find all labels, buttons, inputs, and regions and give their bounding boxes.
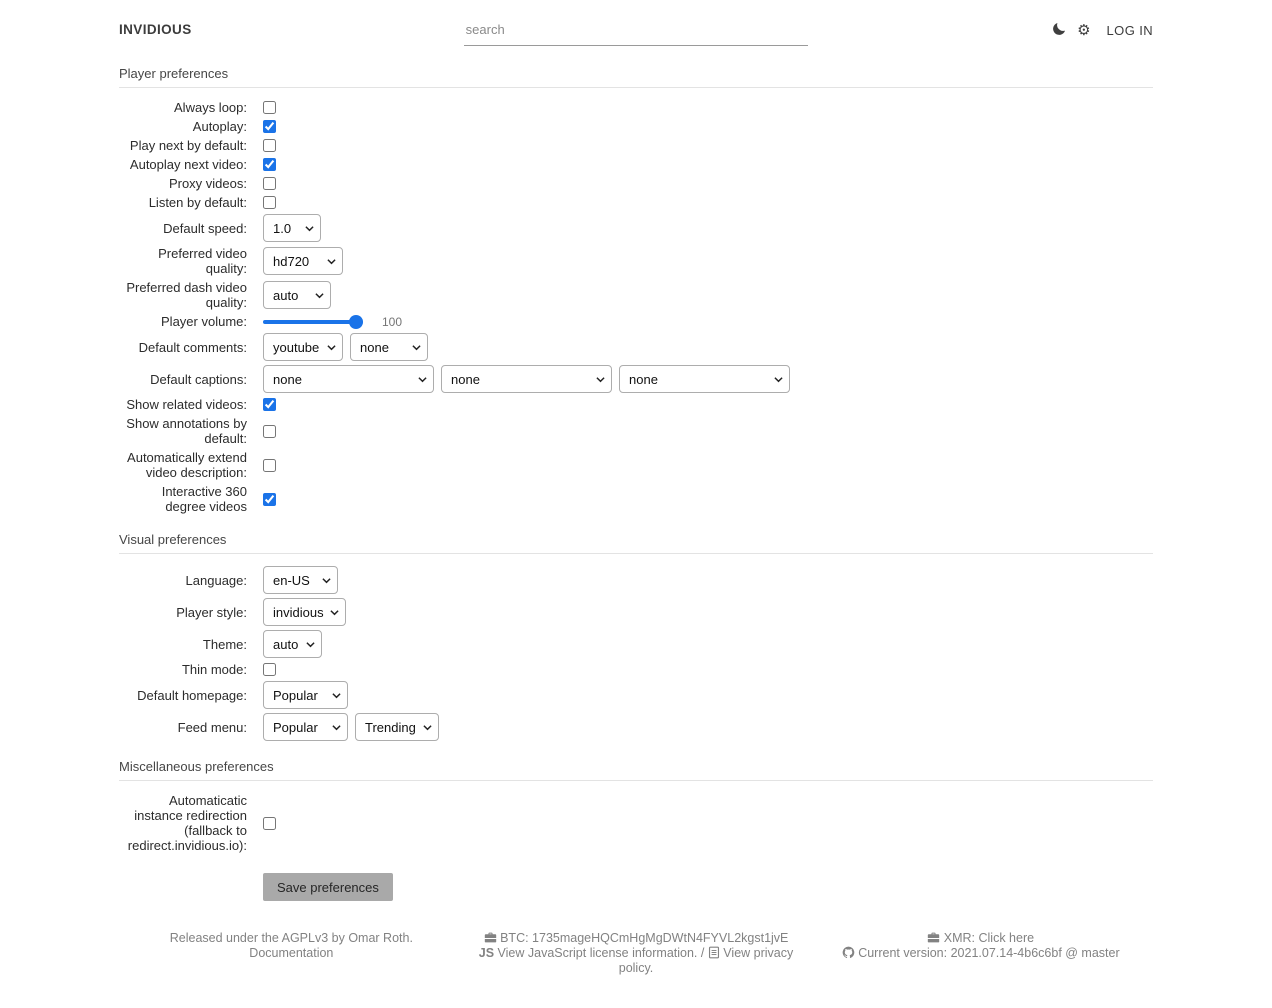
pref-row-autoplay [119, 119, 1153, 134]
field-label: Feed menu: [177, 719, 247, 735]
top-navbar [119, 0, 1153, 46]
theme-select[interactable] [263, 630, 322, 658]
player-volume-slider[interactable] [263, 320, 363, 324]
field-label: Show related videos: [126, 397, 247, 412]
dark-mode-toggle[interactable] [1052, 21, 1067, 39]
github-icon [842, 946, 855, 959]
field-label: Preferred dash video quality: [126, 280, 247, 310]
default-speed-select[interactable] [263, 214, 321, 242]
search-form [464, 18, 809, 46]
comments-source-1-select[interactable] [263, 333, 343, 361]
footer-middle-column [464, 931, 809, 976]
comments-source-2-select[interactable] [350, 333, 428, 361]
autoplay-next-video-checkbox[interactable] [263, 158, 276, 171]
pref-row-play-next [119, 138, 1153, 153]
field-label: Show annotations by default: [126, 416, 247, 446]
captions-1-select[interactable] [263, 365, 434, 393]
pref-row-default-homepage [119, 681, 1153, 709]
field-label: Default speed: [163, 220, 247, 236]
field-label: Autoplay: [192, 119, 247, 134]
footer-right-column [808, 931, 1153, 976]
dash-quality-select[interactable] [263, 281, 331, 309]
field-label: Language: [185, 572, 247, 588]
btc-address-text: BTC: 1735mageHQCmHgMgDWtN4FYVL2kgst1jvE [500, 931, 789, 945]
user-column [808, 18, 1153, 39]
wallet-icon [927, 931, 940, 944]
javascript-license-link[interactable]: View JavaScript license information. / [494, 946, 708, 960]
search-column [464, 18, 809, 46]
pref-row-player-volume [119, 314, 1153, 329]
license-text: Released under the AGPLv3 by Omar Roth. [169, 931, 413, 945]
feed-menu-1-select[interactable] [263, 713, 348, 741]
field-label: Proxy videos: [168, 176, 247, 191]
pref-row-extend-description [119, 450, 1153, 480]
gear-icon: ⚙ [1077, 20, 1091, 39]
pref-row-annotations [119, 416, 1153, 446]
listen-by-default-checkbox[interactable] [263, 196, 276, 209]
field-label: Default captions: [150, 371, 247, 387]
video-quality-select[interactable] [263, 247, 343, 275]
pref-row-vr360 [119, 484, 1153, 514]
field-label: Player style: [176, 604, 247, 620]
search-input[interactable] [464, 18, 809, 46]
field-label: Thin mode: [181, 662, 247, 677]
footer-left-column [119, 931, 464, 976]
pref-row-listen-default [119, 195, 1153, 210]
pref-row-theme [119, 630, 1153, 658]
preferences-link[interactable] [1077, 20, 1091, 39]
pref-row-video-quality [119, 246, 1153, 276]
pref-row-always-loop [119, 100, 1153, 115]
version-link[interactable]: Current version: 2021.07.14-4b6c6bf @ master [858, 946, 1120, 960]
login-link[interactable]: LOG IN [1106, 22, 1154, 38]
field-label: Automatically extend video description: [127, 450, 247, 480]
pref-row-related-videos [119, 397, 1153, 412]
pref-row-default-speed [119, 214, 1153, 242]
xmr-label: XMR: [943, 931, 979, 945]
section-title-player-preferences: Player preferences [119, 66, 1153, 88]
instance-redirection-checkbox[interactable] [263, 817, 276, 830]
autoplay-checkbox[interactable] [263, 120, 276, 133]
thin-mode-checkbox[interactable] [263, 663, 276, 676]
js-icon: JS [478, 946, 495, 960]
wallet-icon [484, 931, 497, 944]
invidious-logo[interactable]: INVIDIOUS [119, 22, 192, 37]
field-label: Interactive 360 degree videos [161, 484, 247, 514]
pref-row-autoplay-next [119, 157, 1153, 172]
field-label: Play next by default: [129, 138, 247, 153]
section-title-visual-preferences: Visual preferences [119, 532, 1153, 554]
pref-row-auto-redirect [119, 793, 1153, 853]
field-label: Theme: [202, 636, 247, 652]
documentation-link[interactable]: Documentation [249, 946, 334, 960]
page-footer [119, 931, 1153, 994]
interactive-360-checkbox[interactable] [263, 493, 276, 506]
captions-3-select[interactable] [619, 365, 790, 393]
field-label: Default homepage: [137, 687, 247, 703]
pref-row-default-comments [119, 333, 1153, 361]
field-label: Autoplay next video: [129, 157, 247, 172]
page-container [119, 0, 1153, 994]
always-loop-checkbox[interactable] [263, 101, 276, 114]
field-label: Always loop: [174, 100, 247, 115]
save-preferences-button[interactable]: Save preferences [263, 873, 393, 901]
proxy-videos-checkbox[interactable] [263, 177, 276, 190]
pref-row-language [119, 566, 1153, 594]
pref-row-thin-mode [119, 662, 1153, 677]
pref-row-player-style [119, 598, 1153, 626]
logo-column [119, 18, 464, 37]
feed-menu-2-select[interactable] [355, 713, 439, 741]
show-annotations-checkbox[interactable] [263, 425, 276, 438]
field-label: Player volume: [161, 314, 247, 329]
privacy-policy-link[interactable]: View privacy policy. [618, 946, 794, 975]
pref-row-default-captions [119, 365, 1153, 393]
section-title-miscellaneous-preferences: Miscellaneous preferences [119, 759, 1153, 781]
play-next-checkbox[interactable] [263, 139, 276, 152]
field-label: Preferred video quality: [158, 246, 247, 276]
pref-row-feed-menu [119, 713, 1153, 741]
default-homepage-select[interactable] [263, 681, 348, 709]
field-label: Listen by default: [148, 195, 247, 210]
extend-description-checkbox[interactable] [263, 459, 276, 472]
pref-row-proxy-videos [119, 176, 1153, 191]
player-style-select[interactable] [263, 598, 346, 626]
field-label: Automaticatic instance redirection (fallback to redirect.invidious.io): [127, 793, 247, 853]
pref-row-dash-quality [119, 280, 1153, 310]
document-icon [708, 946, 720, 959]
volume-value: 100 [382, 314, 403, 329]
moon-icon [1052, 21, 1067, 39]
show-related-videos-checkbox[interactable] [263, 398, 276, 411]
captions-2-select[interactable] [441, 365, 612, 393]
language-select[interactable] [263, 566, 338, 594]
xmr-click-here-link[interactable]: Click here [978, 931, 1035, 945]
field-label: Default comments: [138, 339, 247, 355]
